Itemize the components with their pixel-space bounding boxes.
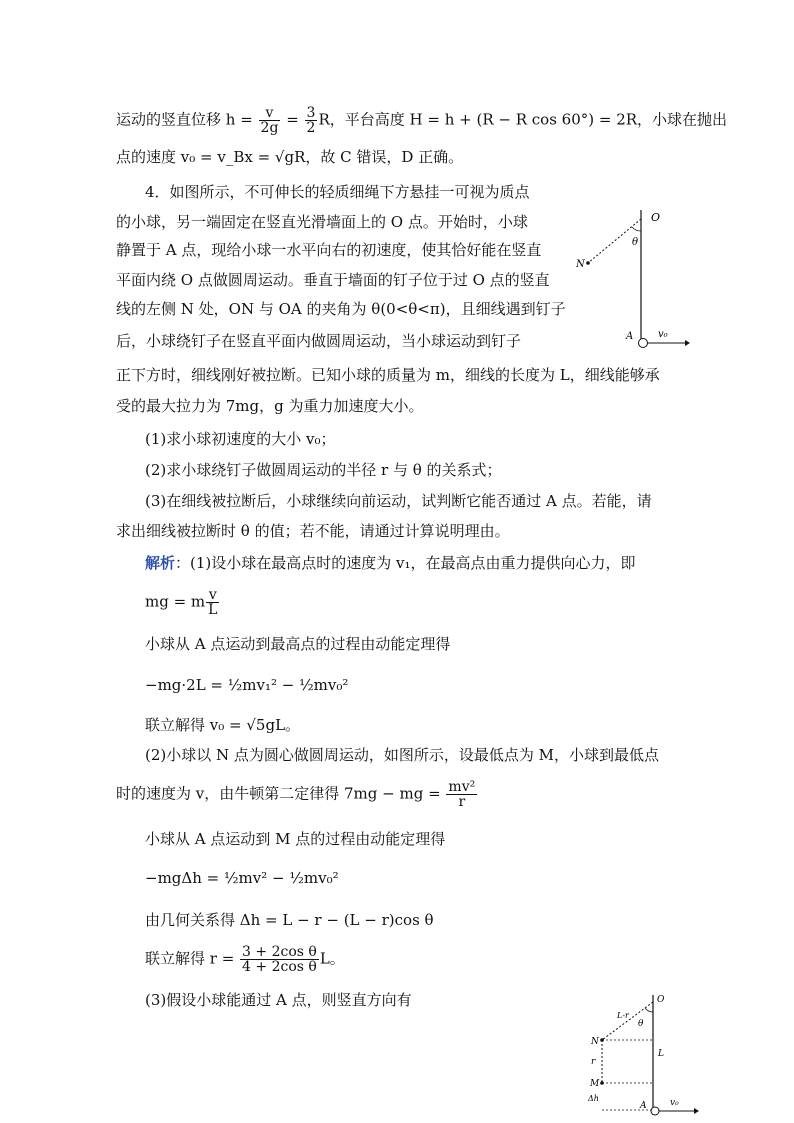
numerator: mv² xyxy=(448,779,476,795)
problem-line-8: 受的最大拉力为 7mg，g 为重力加速度大小。 xyxy=(116,397,424,415)
solution-label: 解析 xyxy=(145,554,176,572)
solution-line-5: 联立解得 v₀ = √5gL。 xyxy=(145,716,301,734)
label-r: r xyxy=(591,1057,596,1067)
text: = xyxy=(281,110,304,129)
label-N: N xyxy=(576,259,585,270)
ball-A xyxy=(651,1107,659,1115)
fraction xyxy=(206,588,219,617)
label-v0: v₀ xyxy=(658,329,668,340)
arrow-head xyxy=(694,1108,699,1114)
label-v0: v₀ xyxy=(670,1098,679,1108)
solution-line-6: (2)小球以 N 点为圆心做圆周运动，如图所示，设最低点为 M，小球到最低点 xyxy=(145,746,660,764)
denominator: r xyxy=(458,794,466,810)
figure-pendulum xyxy=(570,205,700,355)
label-M: M xyxy=(590,1079,600,1089)
numerator: v xyxy=(206,588,219,603)
point-M xyxy=(600,1081,604,1085)
denominator: 2 xyxy=(306,120,316,136)
numerator: 3 xyxy=(306,105,316,121)
label-L: L xyxy=(658,1049,664,1059)
numerator: v xyxy=(259,106,281,121)
fraction xyxy=(259,106,281,135)
solution-line-7 xyxy=(116,780,478,809)
problem-line-5: 线的左侧 N 处，ON 与 OA 的夹角为 θ(0<θ<π)，且细线遇到钉子 xyxy=(116,300,566,318)
solution-line-4: −mg·2L = ½mv₁² − ½mv₀² xyxy=(145,676,349,694)
arrow-head xyxy=(685,340,690,346)
label-delta-h: Δh xyxy=(588,1094,599,1103)
label-A: A xyxy=(626,331,634,342)
solution-line-12: (3)假设小球能通过 A 点，则竖直方向有 xyxy=(145,991,412,1009)
label-O: O xyxy=(657,995,665,1005)
problem-line-7: 正下方时，细线刚好被拉断。已知小球的质量为 m，细线的长度为 L，细线能够承 xyxy=(116,366,660,384)
denominator: 4 + 2cos θ xyxy=(242,959,317,975)
problem-line-2: 的小球，另一端固定在竖直光滑墙面上的 O 点。开始时，小球 xyxy=(116,213,528,231)
theta-arc xyxy=(632,227,641,231)
problem-line-3: 静置于 A 点，现给小球一水平向右的初速度，使其恰好能在竖直 xyxy=(116,241,542,259)
solution-line-8: 小球从 A 点运动到 M 点的过程由动能定理得 xyxy=(145,830,446,848)
problem-line-6: 后，小球绕钉子在竖直平面内做圆周运动，当小球运动到钉子 xyxy=(116,332,522,350)
text: 运动的竖直位移 h = xyxy=(116,110,258,129)
solution-line-2 xyxy=(145,588,220,617)
label-L-r: L-r xyxy=(617,1011,629,1020)
text: ：(1)设小球在最高点时的速度为 v₁，在最高点由重力提供向心力，即 xyxy=(175,554,636,572)
text: R，平台高度 H = h + (R − R cos 60°) = 2R，小球在抛出 xyxy=(318,110,728,129)
denominator: L xyxy=(208,602,218,618)
fraction xyxy=(240,945,319,974)
solution-line-11 xyxy=(145,945,345,974)
problem-line-1: 4．如图所示，不可伸长的轻质细绳下方悬挂一可视为质点 xyxy=(145,183,530,201)
text: mg = m xyxy=(145,592,206,611)
label-theta: θ xyxy=(638,1019,644,1029)
fraction xyxy=(305,106,318,135)
numerator: 3 + 2cos θ xyxy=(242,944,317,960)
theta-arc xyxy=(645,1008,653,1012)
problem-line-4: 平面内绕 O 点做圆周运动。垂直于墙面的钉子位于过 O 点的竖直 xyxy=(116,271,550,289)
text: 联立解得 r = xyxy=(145,949,240,968)
question-3a: (3)在细线被拉断后，小球继续向前运动，试判断它能否通过 A 点。若能，请 xyxy=(145,492,652,510)
question-3b: 求出细线被拉断时 θ 的值；若不能，请通过计算说明理由。 xyxy=(116,522,510,540)
solution-line-1 xyxy=(145,553,636,573)
text: L。 xyxy=(319,949,345,968)
string-ON xyxy=(602,1002,653,1040)
solution-line-3: 小球从 A 点运动到最高点的过程由动能定理得 xyxy=(145,635,451,653)
prev-line-2: 点的速度 v₀ = v_Bx = √gR，故 C 错误，D 正确。 xyxy=(116,148,464,166)
fraction xyxy=(446,780,477,809)
text: 时的速度为 v，由牛顿第二定律得 7mg − mg = xyxy=(116,784,446,803)
nail-N xyxy=(586,261,590,265)
label-theta: θ xyxy=(632,237,639,248)
denominator: 2g xyxy=(260,120,279,136)
solution-line-10: 由几何关系得 Δh = L − r − (L − r)cos θ xyxy=(145,911,434,929)
question-1: (1)求小球初速度的大小 v₀； xyxy=(145,430,336,448)
label-A: A xyxy=(640,1101,647,1111)
figure-nail-circle xyxy=(582,990,712,1120)
ball-A xyxy=(639,339,648,348)
label-O: O xyxy=(651,211,661,224)
label-N: N xyxy=(591,1037,599,1047)
question-2: (2)求小球绕钉子做圆周运动的半径 r 与 θ 的关系式； xyxy=(145,461,502,479)
prev-line-1 xyxy=(116,106,727,135)
solution-line-9: −mgΔh = ½mv² − ½mv₀² xyxy=(145,869,339,887)
